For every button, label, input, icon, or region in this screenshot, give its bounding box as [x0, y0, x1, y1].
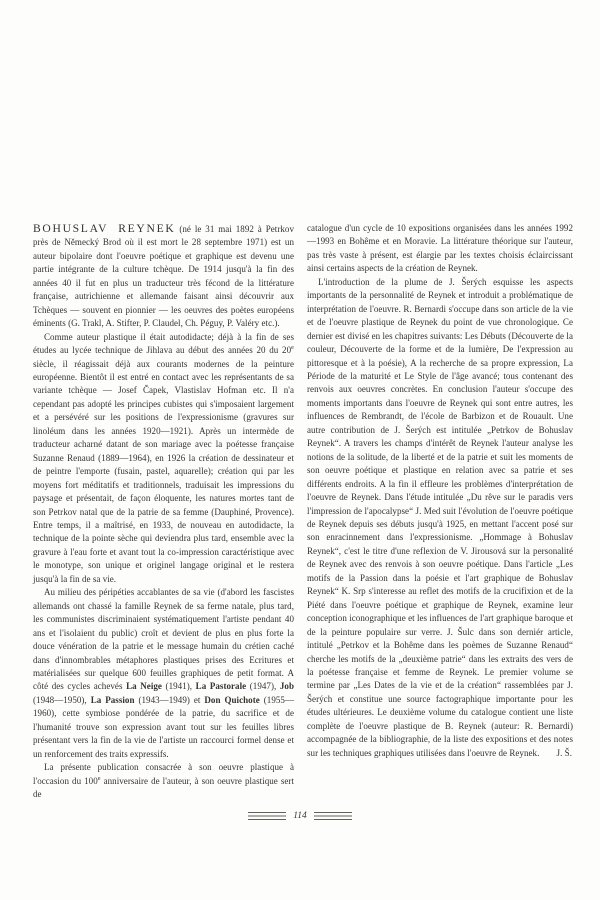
footer-rule-left	[248, 812, 286, 820]
right-column	[307, 222, 573, 760]
paragraph-publication-occasion: La présente publication consacrée à son oeuvre plastique à l'occasion du 100e anniversaire de l'auteur, à son oeuvre plastique sert de	[33, 762, 294, 800]
page-footer	[0, 811, 600, 821]
author-initials: J. Š.	[556, 747, 572, 758]
left-column	[33, 222, 294, 801]
footer-rule-right	[314, 812, 352, 820]
paragraph-catalogue-continuation: catalogue d'un cycle de 10 expositions organisées dans les années 1992—1993 en Bohême et en Moravie. La littérature théorique sur l'auteur, pas très vaste à présent, est élargie par les textes choisis éclaircissant ainsi certains aspects de la création de Reynek.	[307, 223, 573, 274]
paragraph-artistic-development: Comme auteur plastique il était autodidacte; déjà à la fin de ses études au lycée technique de Jihlava au début des années 20 du 20e siècle, il réagissait déjà aux courants modernes de la peinture européenne. Bientôt il est entré en contact avec les représentants de sa variante tchèque — Josef Čapek, Vlastislav Hofman etc. Il n'a cependant pas adopté les principes cubistes qui s'imposaient largement et a persévéré sur les positions de l'expressionisme (gravures sur linoléum dans les années 1920—1921). Après un intermède de traducteur acharné datant de son mariage avec la poétesse française Suzanne Renaud (1889—1964), en 1926 la création de dessinateur et de peintre l'emporte (fusain, pastel, aquarelle); création qui par les moyens fort méditatifs et traditionnels, traduisait les impressions du paysage et présentait, de façon éloquente, les natures mortes tant de son Petrkov natal que de la patrie de sa femme (Dauphiné, Provence). Entre temps, il a maîtrisé, en 1933, de nouveau en autodidacte, la technique de la pointe sèche qui deviendra plus tard, ensemble avec la gravure à l'eau forte et avant tout la co-impression caractéristique avec le monotype, son unique et originel langage original et le restera jusqu'à la fin de sa vie.	[33, 331, 294, 584]
page-number: 114	[293, 811, 307, 821]
paragraph-life-hardships: Au milieu des péripéties accablantes de sa vie (d'abord les fascistes allemands ont chassé la famille Reynek de sa ferme natale, plus tard, les communistes discriminaient systématiquement l'artiste pendant 40 ans et l'isolaient du public) croît et devient de plus en plus forte la douce vénération de la patrie et le message humain du crétien caché dans d'innombrables métaphores plastiques prises des Ecritures et matérialisées sur quelque 600 feuilles graphiques de petit format. A côté des cycles achevés La Neige (1941), La Pastorale (1947), Job (1948—1950), La Passion (1943—1949) et Don Quichote (1955—1960), cette symbiose pondérée de la patrie, du sacrifice et de l'humanité trouve son expression avant tout sur les feuilles libres présentant vers la fin de la vie de l'artiste un raccourci formel dense et un renforcement des traits expressifs.	[33, 587, 295, 759]
paragraph-catalogue-contents: L'introduction de la plume de J. Šerých esquisse les aspects importants de la personnalité de Reynek et introduit a problématique de interprétation de l'oeuvre. R. Bernardi s'occupe dans son article de la vie et de l'oeuvre plastique de Reynek du point de vue chronologique. Ce dernier est divisé en les chapitres suivants: Les Débuts (Découverte de la couleur, Découverte de la forme et de la lumière, De l'expression au pittoresque et à la poésie), A la recherche de sa propre expression, La Période de la maturité et Le Style de l'âge avancé; tous contenant des renvois aux oeuvres concrètes. En conclusion l'auteur s'occupe des moments importants dans l'oeuvre de Reynek qui sont entre autres, les influences de Rembrandt, de l'école de Barbizon et de Rouault. Une autre contribution de J. Šerých est intitulée „Petrkov de Bohuslav Reynek“. A travers les champs d'intérêt de Reynek l'auteur analyse les notions de la solitude, de la liberté et de la patrie et suit les moments de son oeuvre poétique et plastique en relation avec sa patrie et ses différents endroits. A la fin il effleure les problèmes d'interprétation de l'oeuvre de Reynek. Dans l'étude intitulée „Du rêve sur le paradis vers l'impression de l'apocalypse“ J. Med suit l'évolution de l'oeuvre poétique de Reynek depuis ses débuts jusqu'à 1925, en mettant l'accent posé sur son enracinnement dans l'expressionisme. „Hommage à Bohuslav Reynek“, c'est le titre d'une reflexion de V. Jirousová sur la personalité de Reynek avec des renvois à son oeuvre poétique. Dans l'article „Les motifs de la Passion dans la poésie et l'art graphique de Bohuslav Reynek“ K. Srp s'interesse au reflet des motifs de la crucifixion et de la Piété dans l'oeuvre poétique et graphique de Reynek, examine leur conception iconographique et les influences de l'art graphique baroque et de la peinture populaire sur verre. J. Šulc dans son derniér article, intitulé „Petrkov et la Bohême dans les poèmes de Suzanne Renaud“ cherche les motifs de la „deuxième patrie“ dans les extraits des vers de la poétesse française et femme de Reynek. Le premier volume se termine par „Les Dates de la vie et de la création“ rassemblées par J. Šerých et constitue une source factographique importante pour les études ultérieures. Le deuxième volume du catalogue contient une liste complète de l'oeuvre plastique de B. Reynek (auteur: R. Bernardi) accompagnée de la bibliographie, de la liste des expositions et des notes sur les techniques graphiques utilisées dans l'oeuvre de Reynek.	[307, 276, 573, 758]
paragraph-bio-intro: BOHUSLAV REYNEK (né le 31 mai 1892 à Petrkov près de Německý Brod où il est mort le 28 septembre 1971) est un auteur bipolaire dont l'oeuvre poétique et graphique est devenu une partie intégrante de la culture tchèque. De 1914 jusqu'à la fin des années 40 il fut en plus un traducteur très fécond de la littérature française, autrichienne et allemande faisant ainsi découvrir aux Tchèques — souvent en pionnier — les oeuvres des poètes européens éminents (G. Trakl, A. Stifter, P. Claudel, Ch. Péguy, P. Valéry etc.).	[33, 222, 294, 329]
